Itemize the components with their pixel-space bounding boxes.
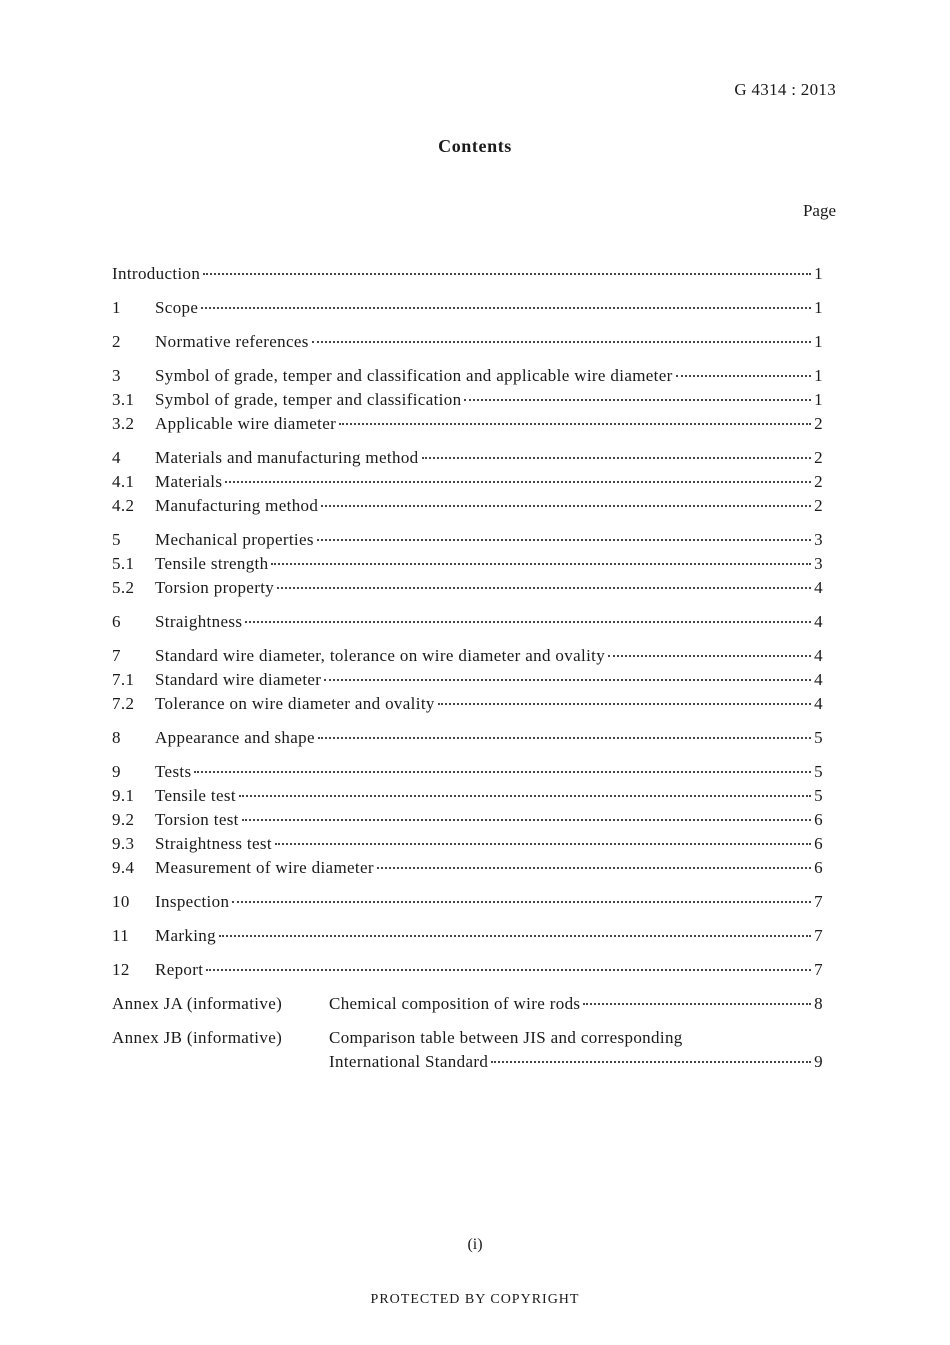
dot-leader	[464, 399, 811, 401]
dot-leader	[232, 901, 811, 903]
dot-leader	[271, 563, 811, 565]
toc-number: 9.2	[112, 810, 135, 829]
toc-entry-9-2[interactable]	[112, 808, 823, 832]
toc-page: 1	[814, 298, 823, 317]
toc-number: 7	[112, 646, 121, 665]
table-of-contents	[112, 262, 823, 1074]
toc-number: 4.1	[112, 472, 135, 491]
dot-leader	[321, 505, 811, 507]
standard-id: G 4314 : 2013	[734, 80, 836, 99]
toc-page: 2	[814, 496, 823, 515]
toc-page: 6	[814, 858, 823, 877]
toc-page: 4	[814, 646, 823, 665]
dot-leader	[317, 539, 811, 541]
toc-page: 6	[814, 810, 823, 829]
dot-leader	[201, 307, 811, 309]
footer-page-number: (i)	[467, 1236, 483, 1253]
toc-title: Normative references	[155, 332, 309, 351]
toc-entry-4[interactable]	[112, 446, 823, 470]
toc-entry-2[interactable]	[112, 330, 823, 354]
toc-page: 1	[814, 264, 823, 283]
dot-leader	[608, 655, 811, 657]
toc-page: 7	[814, 960, 823, 979]
toc-entry-annex-jb[interactable]	[112, 1026, 823, 1074]
copyright-notice: PROTECTED BY COPYRIGHT	[370, 1292, 580, 1307]
toc-entry-1[interactable]	[112, 296, 823, 320]
toc-number: 8	[112, 728, 121, 747]
toc-title-line-2: International Standard	[329, 1052, 489, 1071]
toc-number: 9.3	[112, 834, 135, 853]
dot-leader	[324, 679, 811, 681]
toc-page: 4	[814, 612, 823, 631]
dot-leader	[203, 273, 811, 275]
toc-title: Torsion property	[155, 578, 275, 597]
toc-page: 8	[814, 994, 823, 1013]
toc-title: Straightness	[155, 612, 243, 631]
dot-leader	[206, 969, 811, 971]
toc-title: Tensile strength	[155, 554, 269, 573]
toc-entry-6[interactable]	[112, 610, 823, 634]
toc-page: 5	[814, 762, 823, 781]
toc-number: 3	[112, 366, 121, 385]
dot-leader	[312, 341, 811, 343]
toc-number: 9.1	[112, 786, 135, 805]
toc-title: Materials and manufacturing method	[155, 448, 419, 467]
toc-title: Tensile test	[155, 786, 236, 805]
toc-number: 5	[112, 530, 121, 549]
toc-entry-8[interactable]	[112, 726, 823, 750]
toc-page: 6	[814, 834, 823, 853]
toc-title: Tolerance on wire diameter and ovality	[155, 694, 435, 713]
toc-entry-5[interactable]	[112, 528, 823, 552]
toc-page: 1	[814, 332, 823, 351]
toc-title: Symbol of grade, temper and classification and applicable wire diameter	[155, 366, 673, 385]
toc-number: 4	[112, 448, 121, 467]
toc-page: 4	[814, 578, 823, 597]
toc-page: 3	[814, 554, 823, 573]
dot-leader	[245, 621, 811, 623]
dot-leader	[219, 935, 811, 937]
page-title: Contents	[438, 136, 512, 156]
toc-title: Marking	[155, 926, 216, 945]
toc-entry-7[interactable]	[112, 644, 823, 668]
toc-page: 9	[814, 1052, 823, 1071]
dot-leader	[339, 423, 811, 425]
annex-label: Annex JB (informative)	[112, 1028, 283, 1047]
toc-title: Scope	[155, 298, 199, 317]
toc-number: 9.4	[112, 858, 135, 877]
toc-title: Report	[155, 960, 204, 979]
toc-title: Materials	[155, 472, 223, 491]
toc-title: Inspection	[155, 892, 230, 911]
toc-page: 2	[814, 448, 823, 467]
dot-leader	[275, 843, 811, 845]
toc-number: 7.1	[112, 670, 135, 689]
toc-entry-3-2[interactable]	[112, 412, 823, 436]
toc-title-line-1: Comparison table between JIS and corresponding	[329, 1028, 683, 1047]
toc-number: 2	[112, 332, 121, 351]
dot-leader	[242, 819, 811, 821]
toc-number: 3.1	[112, 390, 135, 409]
dot-leader	[239, 795, 811, 797]
toc-entry-3-1[interactable]	[112, 388, 823, 412]
page-column-heading: Page	[802, 201, 836, 220]
toc-number: 12	[112, 960, 130, 979]
toc-page: 5	[814, 728, 823, 747]
toc-entry-12[interactable]	[112, 958, 823, 982]
toc-number: 1	[112, 298, 121, 317]
dot-leader	[225, 481, 811, 483]
toc-entry-annex-ja[interactable]	[112, 992, 823, 1016]
toc-entry-11[interactable]	[112, 924, 823, 948]
toc-entry-3[interactable]	[112, 364, 823, 388]
toc-title: Introduction	[112, 264, 201, 283]
toc-title: Symbol of grade, temper and classification	[155, 390, 462, 409]
toc-page: 7	[814, 926, 823, 945]
toc-number: 3.2	[112, 414, 135, 433]
annex-label: Annex JA (informative)	[112, 994, 283, 1013]
toc-page: 4	[814, 670, 823, 689]
toc-entry-introduction[interactable]	[112, 262, 823, 286]
toc-number: 7.2	[112, 694, 135, 713]
toc-entry-10[interactable]	[112, 890, 823, 914]
toc-number: 5.1	[112, 554, 135, 573]
dot-leader	[277, 587, 811, 589]
toc-title: Standard wire diameter, tolerance on wire diameter and ovality	[155, 646, 606, 665]
dot-leader	[422, 457, 811, 459]
toc-title: Manufacturing method	[155, 496, 319, 515]
toc-title: Applicable wire diameter	[155, 414, 337, 433]
toc-page: 2	[814, 414, 823, 433]
toc-title: Tests	[155, 762, 192, 781]
toc-entry-7-2[interactable]	[112, 692, 823, 716]
toc-page: 4	[814, 694, 823, 713]
toc-page: 3	[814, 530, 823, 549]
toc-title: Standard wire diameter	[155, 670, 322, 689]
toc-title: Mechanical properties	[155, 530, 314, 549]
toc-number: 11	[112, 926, 130, 945]
dot-leader	[583, 1003, 811, 1005]
toc-entry-5-2[interactable]	[112, 576, 823, 600]
toc-entry-4-2[interactable]	[112, 494, 823, 518]
toc-entry-9[interactable]	[112, 760, 823, 784]
dot-leader	[491, 1061, 811, 1063]
dot-leader	[676, 375, 811, 377]
toc-number: 10	[112, 892, 130, 911]
toc-title: Measurement of wire diameter	[155, 858, 374, 877]
toc-page: 1	[814, 390, 823, 409]
toc-title: Straightness test	[155, 834, 272, 853]
toc-entry-9-3[interactable]	[112, 832, 823, 856]
toc-number: 5.2	[112, 578, 135, 597]
toc-entry-7-1[interactable]	[112, 668, 823, 692]
dot-leader	[194, 771, 811, 773]
toc-number: 9	[112, 762, 121, 781]
toc-entry-5-1[interactable]	[112, 552, 823, 576]
dot-leader	[377, 867, 811, 869]
toc-number: 4.2	[112, 496, 135, 515]
toc-page: 7	[814, 892, 823, 911]
toc-page: 1	[814, 366, 823, 385]
dot-leader	[318, 737, 811, 739]
toc-entry-4-1[interactable]	[112, 470, 823, 494]
toc-number: 6	[112, 612, 121, 631]
toc-page: 2	[814, 472, 823, 491]
toc-entry-9-1[interactable]	[112, 784, 823, 808]
toc-title: Torsion test	[155, 810, 239, 829]
toc-title: Appearance and shape	[155, 728, 315, 747]
toc-page: 5	[814, 786, 823, 805]
toc-entry-9-4[interactable]	[112, 856, 823, 880]
toc-title: Chemical composition of wire rods	[329, 994, 581, 1013]
dot-leader	[438, 703, 811, 705]
